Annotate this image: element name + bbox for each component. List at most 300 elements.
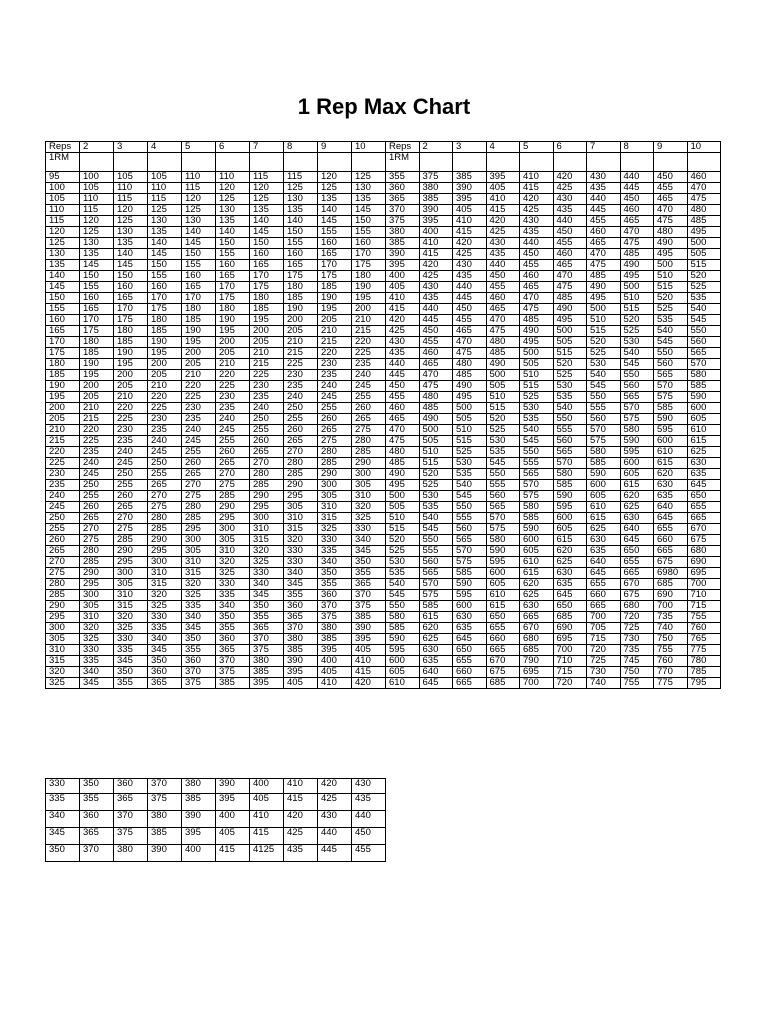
rep-weight-cell: 415 bbox=[352, 667, 386, 678]
rep-weight-cell: 380 bbox=[250, 656, 284, 667]
rep-weight-cell: 645 bbox=[654, 513, 688, 524]
rep-weight-cell: 230 bbox=[182, 403, 216, 414]
rep-weight-cell: 370 bbox=[216, 656, 250, 667]
one-rm-cell: 485 bbox=[386, 458, 420, 469]
table-row bbox=[46, 612, 386, 623]
empty-cell bbox=[352, 153, 386, 172]
rep-weight-cell: 425 bbox=[486, 227, 520, 238]
rep-weight-cell: 195 bbox=[182, 337, 216, 348]
rep-weight-cell: 465 bbox=[486, 304, 520, 315]
empty-cell bbox=[620, 153, 654, 172]
rep-weight-cell: 515 bbox=[453, 436, 487, 447]
rep-weight-cell: 555 bbox=[587, 403, 621, 414]
rep-weight-cell: 545 bbox=[620, 359, 654, 370]
rep-weight-cell: 155 bbox=[182, 260, 216, 271]
table-row bbox=[386, 656, 721, 667]
rep-weight-cell: 315 bbox=[114, 601, 148, 612]
reps-label: Reps bbox=[46, 142, 80, 153]
rep-weight-cell: 135 bbox=[284, 205, 318, 216]
reps-header-cell: 5 bbox=[182, 142, 216, 153]
rep-weight-cell: 450 bbox=[419, 326, 453, 337]
rep-weight-cell: 355 bbox=[250, 612, 284, 623]
rep-weight-cell: 270 bbox=[284, 447, 318, 458]
rep-weight-cell: 655 bbox=[687, 502, 721, 513]
one-rm-cell: 385 bbox=[386, 238, 420, 249]
rep-weight-cell: 275 bbox=[114, 524, 148, 535]
rep-weight-cell: 795 bbox=[687, 678, 721, 689]
rep-weight-cell: 660 bbox=[486, 634, 520, 645]
rep-weight-cell: 600 bbox=[687, 403, 721, 414]
empty-cell bbox=[318, 153, 352, 172]
rep-weight-cell: 455 bbox=[486, 282, 520, 293]
rep-weight-cell: 175 bbox=[284, 271, 318, 282]
rep-weight-cell: 175 bbox=[216, 293, 250, 304]
rep-weight-cell: 470 bbox=[587, 249, 621, 260]
one-rm-cell: 605 bbox=[386, 667, 420, 678]
rep-weight-cell: 715 bbox=[553, 667, 587, 678]
rep-weight-cell: 435 bbox=[419, 293, 453, 304]
rep-weight-cell: 410 bbox=[318, 678, 352, 689]
rep-weight-cell: 550 bbox=[654, 348, 688, 359]
rep-weight-cell: 380 bbox=[284, 634, 318, 645]
one-rm-cell: 265 bbox=[46, 546, 80, 557]
rep-weight-cell: 285 bbox=[182, 513, 216, 524]
rep-weight-cell: 530 bbox=[553, 381, 587, 392]
rep-weight-cell: 195 bbox=[114, 359, 148, 370]
rep-weight-cell: 440 bbox=[318, 828, 352, 845]
rep-weight-cell: 365 bbox=[80, 828, 114, 845]
rep-weight-cell: 225 bbox=[182, 392, 216, 403]
one-rm-cell: 120 bbox=[46, 227, 80, 238]
rep-weight-cell: 530 bbox=[453, 458, 487, 469]
rep-weight-cell: 730 bbox=[587, 667, 621, 678]
rep-weight-cell: 745 bbox=[620, 656, 654, 667]
rep-weight-cell: 190 bbox=[318, 293, 352, 304]
rep-weight-cell: 550 bbox=[486, 469, 520, 480]
table-row bbox=[386, 557, 721, 568]
rep-weight-cell: 255 bbox=[318, 403, 352, 414]
rep-weight-cell: 555 bbox=[553, 425, 587, 436]
rep-weight-cell: 490 bbox=[587, 282, 621, 293]
rep-weight-cell: 500 bbox=[620, 282, 654, 293]
rep-weight-cell: 245 bbox=[318, 392, 352, 403]
rep-weight-cell: 425 bbox=[318, 794, 352, 811]
rep-weight-cell: 250 bbox=[114, 469, 148, 480]
rep-weight-cell: 475 bbox=[620, 238, 654, 249]
rep-weight-cell: 675 bbox=[687, 535, 721, 546]
one-rm-cell: 490 bbox=[386, 469, 420, 480]
rep-weight-cell: 430 bbox=[318, 811, 352, 828]
table-row bbox=[46, 205, 386, 216]
rep-weight-cell: 635 bbox=[553, 579, 587, 590]
rep-weight-cell: 550 bbox=[687, 326, 721, 337]
rep-weight-cell: 680 bbox=[687, 546, 721, 557]
rep-weight-cell: 255 bbox=[352, 392, 386, 403]
rep-weight-cell: 700 bbox=[587, 612, 621, 623]
rep-weight-cell: 305 bbox=[114, 579, 148, 590]
rep-weight-cell: 485 bbox=[687, 216, 721, 227]
rep-weight-cell: 675 bbox=[486, 667, 520, 678]
rep-weight-cell: 580 bbox=[553, 469, 587, 480]
rep-weight-cell: 625 bbox=[520, 590, 554, 601]
rep-weight-cell: 125 bbox=[114, 216, 148, 227]
rep-weight-cell: 695 bbox=[687, 568, 721, 579]
rep-weight-cell: 140 bbox=[284, 216, 318, 227]
one-rm-cell: 225 bbox=[46, 458, 80, 469]
rep-weight-cell: 290 bbox=[148, 535, 182, 546]
rep-weight-cell: 235 bbox=[318, 370, 352, 381]
rep-weight-cell: 270 bbox=[80, 524, 114, 535]
table-row bbox=[46, 524, 386, 535]
one-rm-cell: 210 bbox=[46, 425, 80, 436]
one-rm-cell: 380 bbox=[386, 227, 420, 238]
rep-weight-cell: 220 bbox=[182, 381, 216, 392]
rep-weight-cell: 415 bbox=[216, 845, 250, 862]
rep-weight-cell: 525 bbox=[654, 304, 688, 315]
one-rm-cell: 125 bbox=[46, 238, 80, 249]
rep-weight-cell: 260 bbox=[182, 458, 216, 469]
rep-weight-cell: 385 bbox=[318, 634, 352, 645]
rep-weight-cell: 340 bbox=[250, 579, 284, 590]
rep-weight-cell: 370 bbox=[114, 811, 148, 828]
table-row bbox=[46, 590, 386, 601]
rep-weight-cell: 110 bbox=[114, 183, 148, 194]
rep-weight-cell: 525 bbox=[453, 447, 487, 458]
one-rm-cell: 335 bbox=[46, 794, 80, 811]
rep-weight-cell: 240 bbox=[182, 425, 216, 436]
rep-weight-cell: 190 bbox=[148, 337, 182, 348]
rep-weight-cell: 520 bbox=[687, 271, 721, 282]
rep-weight-cell: 485 bbox=[620, 249, 654, 260]
rep-weight-cell: 505 bbox=[687, 249, 721, 260]
rep-weight-cell: 320 bbox=[250, 546, 284, 557]
rep-weight-cell: 170 bbox=[80, 315, 114, 326]
one-rm-cell: 400 bbox=[386, 271, 420, 282]
rep-weight-cell: 145 bbox=[250, 227, 284, 238]
rep-weight-cell: 655 bbox=[453, 656, 487, 667]
table-row bbox=[386, 238, 721, 249]
rep-weight-cell: 350 bbox=[352, 557, 386, 568]
one-rm-cell: 320 bbox=[46, 667, 80, 678]
rep-weight-cell: 620 bbox=[520, 579, 554, 590]
rep-weight-cell: 730 bbox=[620, 634, 654, 645]
rep-weight-cell: 660 bbox=[654, 535, 688, 546]
rep-weight-cell: 515 bbox=[620, 304, 654, 315]
rep-weight-cell: 655 bbox=[486, 623, 520, 634]
rep-weight-cell: 580 bbox=[620, 425, 654, 436]
rep-weight-cell: 395 bbox=[250, 678, 284, 689]
rep-weight-cell: 180 bbox=[352, 271, 386, 282]
rep-weight-cell: 540 bbox=[687, 304, 721, 315]
rep-weight-cell: 640 bbox=[654, 502, 688, 513]
rep-weight-cell: 620 bbox=[654, 469, 688, 480]
rep-weight-cell: 690 bbox=[687, 557, 721, 568]
rep-weight-cell: 485 bbox=[553, 293, 587, 304]
rep-weight-cell: 265 bbox=[148, 480, 182, 491]
rep-weight-cell: 380 bbox=[148, 811, 182, 828]
table-row bbox=[386, 183, 721, 194]
rep-weight-cell: 175 bbox=[80, 326, 114, 337]
rep-weight-cell: 390 bbox=[284, 656, 318, 667]
one-rm-cell: 280 bbox=[46, 579, 80, 590]
one-rm-cell: 140 bbox=[46, 271, 80, 282]
rep-weight-cell: 560 bbox=[553, 436, 587, 447]
rep-weight-cell: 500 bbox=[453, 403, 487, 414]
reps-header-cell: 3 bbox=[114, 142, 148, 153]
rep-weight-cell: 250 bbox=[80, 480, 114, 491]
rep-weight-cell: 330 bbox=[80, 645, 114, 656]
rep-weight-cell: 275 bbox=[80, 535, 114, 546]
rep-weight-cell: 400 bbox=[216, 811, 250, 828]
one-rm-cell: 330 bbox=[46, 779, 80, 794]
rep-weight-cell: 190 bbox=[80, 359, 114, 370]
rep-weight-cell: 715 bbox=[587, 634, 621, 645]
rep-weight-cell: 110 bbox=[148, 183, 182, 194]
one-rm-cell: 395 bbox=[386, 260, 420, 271]
rep-weight-cell: 160 bbox=[148, 282, 182, 293]
rep-weight-cell: 265 bbox=[318, 425, 352, 436]
rep-weight-cell: 560 bbox=[620, 381, 654, 392]
reps-header-cell: 3 bbox=[453, 142, 487, 153]
rep-weight-cell: 260 bbox=[114, 491, 148, 502]
rep-weight-cell: 360 bbox=[216, 634, 250, 645]
rep-weight-cell: 120 bbox=[250, 183, 284, 194]
rep-weight-cell: 640 bbox=[620, 524, 654, 535]
rep-weight-cell: 700 bbox=[520, 678, 554, 689]
rep-weight-cell: 110 bbox=[216, 172, 250, 183]
rep-weight-cell: 275 bbox=[182, 491, 216, 502]
one-rm-cell: 190 bbox=[46, 381, 80, 392]
table-row bbox=[46, 293, 386, 304]
rep-weight-cell: 175 bbox=[352, 260, 386, 271]
rep-weight-cell: 140 bbox=[318, 205, 352, 216]
rep-weight-cell: 115 bbox=[80, 205, 114, 216]
rep-weight-cell: 140 bbox=[216, 227, 250, 238]
one-rm-cell: 295 bbox=[46, 612, 80, 623]
rep-weight-cell: 600 bbox=[620, 458, 654, 469]
rep-weight-cell: 785 bbox=[687, 667, 721, 678]
rep-weight-cell: 500 bbox=[687, 238, 721, 249]
one-rm-cell: 445 bbox=[386, 370, 420, 381]
rep-weight-cell: 245 bbox=[182, 436, 216, 447]
rep-weight-cell: 160 bbox=[318, 238, 352, 249]
rep-weight-cell: 170 bbox=[318, 260, 352, 271]
table-row bbox=[46, 370, 386, 381]
one-rm-cell: 435 bbox=[386, 348, 420, 359]
one-rm-cell: 460 bbox=[386, 403, 420, 414]
rep-weight-cell: 135 bbox=[148, 227, 182, 238]
rep-weight-cell: 565 bbox=[419, 568, 453, 579]
rep-weight-cell: 480 bbox=[687, 205, 721, 216]
rep-weight-cell: 755 bbox=[654, 645, 688, 656]
rep-weight-cell: 180 bbox=[284, 282, 318, 293]
rep-weight-cell: 390 bbox=[352, 623, 386, 634]
rep-weight-cell: 535 bbox=[419, 502, 453, 513]
table-row bbox=[386, 172, 721, 183]
rep-weight-cell: 355 bbox=[284, 590, 318, 601]
rep-weight-cell: 515 bbox=[587, 326, 621, 337]
rep-weight-cell: 180 bbox=[216, 304, 250, 315]
rep-weight-cell: 710 bbox=[553, 656, 587, 667]
rep-weight-cell: 750 bbox=[654, 634, 688, 645]
rep-weight-cell: 725 bbox=[620, 623, 654, 634]
rep-weight-cell: 535 bbox=[520, 414, 554, 425]
rep-weight-cell: 735 bbox=[620, 645, 654, 656]
rep-weight-cell: 585 bbox=[520, 513, 554, 524]
rep-weight-cell: 475 bbox=[453, 348, 487, 359]
rep-weight-cell: 150 bbox=[114, 271, 148, 282]
rep-weight-cell: 360 bbox=[148, 667, 182, 678]
rep-weight-cell: 470 bbox=[553, 271, 587, 282]
rep-weight-cell: 465 bbox=[419, 359, 453, 370]
rep-weight-cell: 475 bbox=[520, 304, 554, 315]
rep-weight-cell: 495 bbox=[620, 271, 654, 282]
rep-weight-cell: 570 bbox=[486, 513, 520, 524]
rep-weight-cell: 150 bbox=[250, 238, 284, 249]
one-rm-cell: 205 bbox=[46, 414, 80, 425]
rep-weight-cell: 520 bbox=[654, 293, 688, 304]
rep-weight-cell: 610 bbox=[520, 557, 554, 568]
rep-weight-cell: 420 bbox=[520, 194, 554, 205]
rep-weight-cell: 315 bbox=[250, 535, 284, 546]
rep-weight-cell: 440 bbox=[352, 811, 386, 828]
one-rm-cell: 315 bbox=[46, 656, 80, 667]
rep-weight-cell: 620 bbox=[553, 546, 587, 557]
rep-weight-cell: 365 bbox=[284, 612, 318, 623]
table-row bbox=[46, 271, 386, 282]
rep-weight-cell: 325 bbox=[216, 568, 250, 579]
rep-weight-cell: 125 bbox=[352, 172, 386, 183]
table-row bbox=[386, 227, 721, 238]
rep-weight-cell: 380 bbox=[419, 183, 453, 194]
rep-weight-cell: 470 bbox=[687, 183, 721, 194]
empty-cell bbox=[419, 153, 453, 172]
one-rm-cell: 165 bbox=[46, 326, 80, 337]
rep-weight-cell: 365 bbox=[216, 645, 250, 656]
rep-weight-cell: 300 bbox=[250, 513, 284, 524]
table-row bbox=[46, 227, 386, 238]
rep-weight-cell: 550 bbox=[620, 370, 654, 381]
table-row bbox=[46, 403, 386, 414]
rep-weight-cell: 345 bbox=[182, 623, 216, 634]
rep-weight-cell: 490 bbox=[453, 381, 487, 392]
rep-weight-cell: 595 bbox=[553, 502, 587, 513]
rep-weight-cell: 575 bbox=[419, 590, 453, 601]
rep-weight-cell: 325 bbox=[318, 524, 352, 535]
one-rm-cell: 260 bbox=[46, 535, 80, 546]
rep-weight-cell: 265 bbox=[182, 469, 216, 480]
rep-weight-cell: 435 bbox=[553, 205, 587, 216]
table-row bbox=[386, 546, 721, 557]
one-rm-cell: 180 bbox=[46, 359, 80, 370]
rep-weight-cell: 260 bbox=[284, 425, 318, 436]
one-rm-cell: 300 bbox=[46, 623, 80, 634]
rep-weight-cell: 365 bbox=[148, 678, 182, 689]
rep-weight-cell: 215 bbox=[250, 359, 284, 370]
rep-weight-cell: 340 bbox=[352, 535, 386, 546]
rep-weight-cell: 385 bbox=[419, 194, 453, 205]
rep-weight-cell: 410 bbox=[453, 216, 487, 227]
rep-weight-cell: 480 bbox=[654, 227, 688, 238]
one-rm-cell: 585 bbox=[386, 623, 420, 634]
rep-weight-cell: 245 bbox=[148, 447, 182, 458]
rep-weight-cell: 135 bbox=[250, 205, 284, 216]
rep-weight-cell: 450 bbox=[620, 194, 654, 205]
one-rm-cell: 590 bbox=[386, 634, 420, 645]
rep-weight-cell: 585 bbox=[453, 568, 487, 579]
empty-cell bbox=[553, 153, 587, 172]
rep-weight-cell: 185 bbox=[250, 304, 284, 315]
table-row bbox=[386, 282, 721, 293]
rep-weight-cell: 540 bbox=[553, 403, 587, 414]
rep-weight-cell: 435 bbox=[453, 271, 487, 282]
rep-weight-cell: 175 bbox=[114, 315, 148, 326]
rep-weight-cell: 720 bbox=[553, 678, 587, 689]
rep-weight-cell: 575 bbox=[486, 524, 520, 535]
rep-weight-cell: 485 bbox=[453, 370, 487, 381]
rep-weight-cell: 165 bbox=[318, 249, 352, 260]
rep-weight-cell: 130 bbox=[114, 227, 148, 238]
empty-cell bbox=[80, 153, 114, 172]
rep-weight-cell: 350 bbox=[114, 667, 148, 678]
rep-weight-cell: 355 bbox=[216, 623, 250, 634]
rep-weight-cell: 190 bbox=[216, 315, 250, 326]
rep-weight-cell: 715 bbox=[687, 601, 721, 612]
rep-weight-cell: 225 bbox=[148, 403, 182, 414]
rep-weight-cell: 175 bbox=[148, 304, 182, 315]
rep-weight-cell: 405 bbox=[486, 183, 520, 194]
rep-weight-cell: 310 bbox=[114, 590, 148, 601]
rep-weight-cell: 440 bbox=[486, 260, 520, 271]
rep-weight-cell: 600 bbox=[486, 568, 520, 579]
rep-weight-cell: 175 bbox=[318, 271, 352, 282]
rep-weight-cell: 565 bbox=[553, 447, 587, 458]
rep-weight-cell: 160 bbox=[352, 238, 386, 249]
rep-weight-cell: 355 bbox=[318, 579, 352, 590]
one-rm-cell: 480 bbox=[386, 447, 420, 458]
rep-weight-cell: 120 bbox=[114, 205, 148, 216]
table-row bbox=[46, 779, 386, 794]
rep-weight-cell: 395 bbox=[453, 194, 487, 205]
rep-weight-cell: 165 bbox=[80, 304, 114, 315]
table-row bbox=[386, 568, 721, 579]
rep-weight-cell: 375 bbox=[419, 172, 453, 183]
rep-weight-cell: 565 bbox=[687, 348, 721, 359]
rep-weight-cell: 120 bbox=[318, 172, 352, 183]
rep-weight-cell: 380 bbox=[114, 845, 148, 862]
rep-weight-cell: 150 bbox=[80, 271, 114, 282]
rep-weight-cell: 630 bbox=[687, 458, 721, 469]
table-row bbox=[46, 348, 386, 359]
rep-weight-cell: 585 bbox=[553, 480, 587, 491]
rep-weight-cell: 450 bbox=[654, 172, 688, 183]
rep-weight-cell: 150 bbox=[216, 238, 250, 249]
table-row bbox=[386, 337, 721, 348]
rep-weight-cell: 350 bbox=[250, 601, 284, 612]
rep-weight-cell: 540 bbox=[520, 425, 554, 436]
rep-weight-cell: 265 bbox=[250, 447, 284, 458]
one-rm-cell: 130 bbox=[46, 249, 80, 260]
rep-weight-cell: 210 bbox=[148, 381, 182, 392]
table-row bbox=[46, 557, 386, 568]
rep-weight-cell: 690 bbox=[654, 590, 688, 601]
table-row bbox=[46, 425, 386, 436]
table-row bbox=[386, 436, 721, 447]
rep-weight-cell: 485 bbox=[419, 403, 453, 414]
rep-weight-cell: 320 bbox=[114, 612, 148, 623]
rep-weight-cell: 450 bbox=[553, 227, 587, 238]
table-row bbox=[46, 194, 386, 205]
